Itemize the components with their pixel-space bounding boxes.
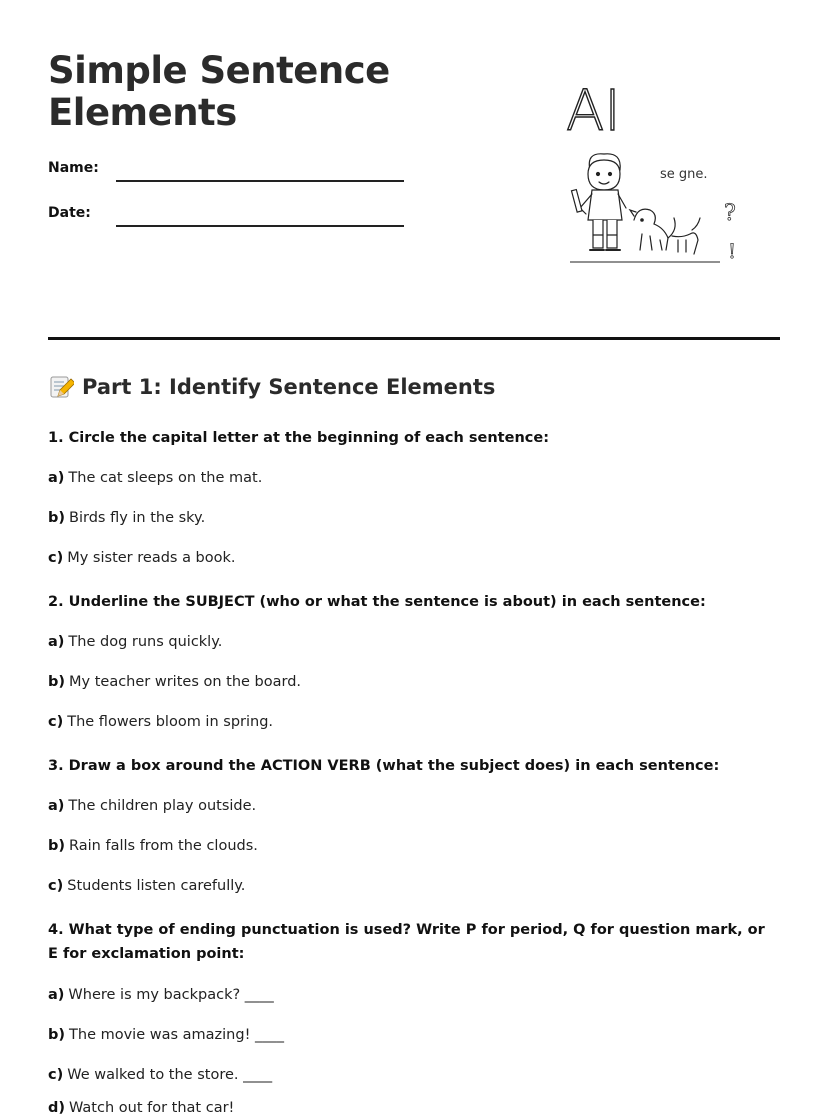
boy-icon: [571, 154, 626, 250]
question-3-item-c: c) Students listen carefully.: [48, 878, 246, 894]
question-4-item-c: c) We walked to the store. ____: [48, 1067, 273, 1083]
illustration-caption: se gne.: [660, 167, 708, 182]
part1-title: Part 1: Identify Sentence Elements: [82, 375, 496, 399]
question-2-prompt: 2. Underline the SUBJECT (who or what the sentence is about) in each sentence:: [48, 594, 706, 610]
part1-title-row: [48, 374, 495, 400]
question-4-item-b: b) The movie was amazing! ____: [48, 1027, 284, 1043]
question-4-prompt: 4. What type of ending punctuation is used? Write P for period, Q for question mark, or E for exclamation point:: [48, 922, 765, 962]
illustration-heading: AI: [566, 79, 621, 144]
question-4-item-d: d) Watch out for that car!: [48, 1100, 235, 1116]
question-1-prompt: 1. Circle the capital letter at the beginning of each sentence:: [48, 430, 549, 446]
question-3-item-b: b) Rain falls from the clouds.: [48, 838, 258, 854]
question-mark-icon: ?: [724, 201, 736, 226]
dog-icon: [630, 209, 700, 254]
date-line[interactable]: [116, 225, 404, 227]
boy-and-dog-illustration: [560, 70, 760, 270]
question-1-item-c: c) My sister reads a book.: [48, 550, 236, 566]
question-1-item-b: b) Birds fly in the sky.: [48, 510, 206, 526]
memo-pencil-icon: [48, 374, 74, 400]
exclamation-mark-icon: !: [728, 239, 737, 263]
worksheet-title: Simple Sentence Elements: [48, 49, 390, 134]
name-label: Name:: [48, 160, 99, 176]
name-line[interactable]: [116, 180, 404, 182]
question-2-item-a: a) The dog runs quickly.: [48, 634, 223, 650]
question-3-item-a: a) The children play outside.: [48, 798, 257, 814]
question-3-prompt: 3. Draw a box around the ACTION VERB (what the subject does) in each sentence:: [48, 758, 720, 774]
question-1-item-a: a) The cat sleeps on the mat.: [48, 470, 263, 486]
header-divider: [48, 337, 780, 340]
question-2-item-c: c) The flowers bloom in spring.: [48, 714, 274, 730]
question-4-item-a: a) Where is my backpack? ____: [48, 987, 274, 1003]
date-label: Date:: [48, 205, 91, 221]
question-2-item-b: b) My teacher writes on the board.: [48, 674, 302, 690]
